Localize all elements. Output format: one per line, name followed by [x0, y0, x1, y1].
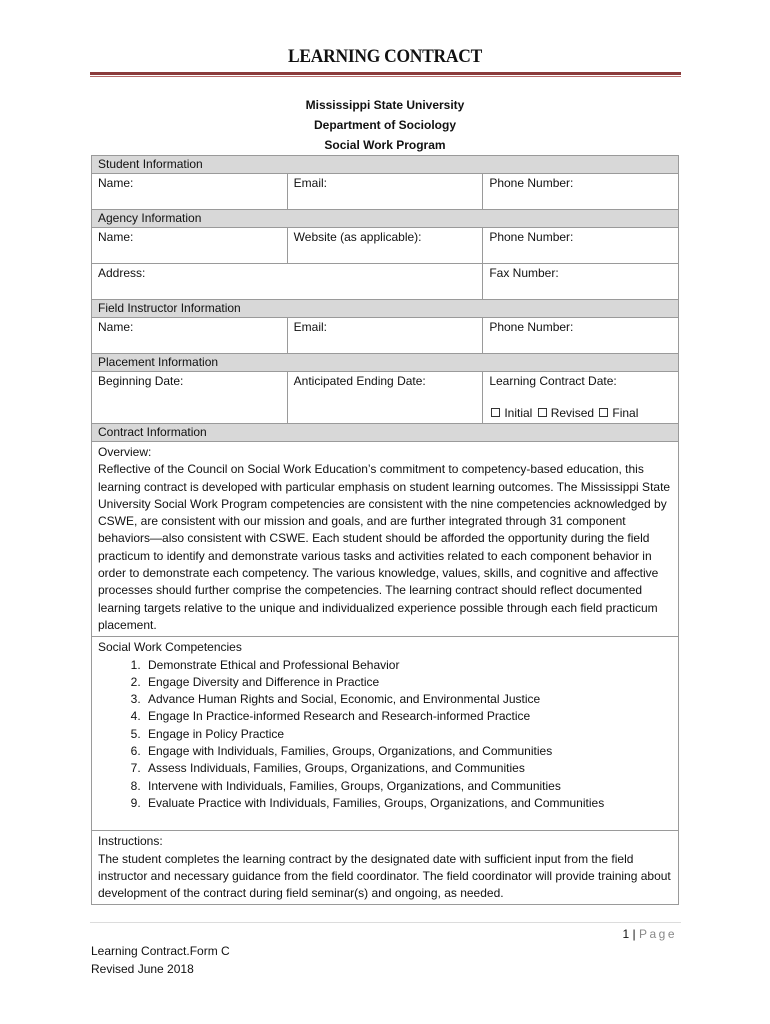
initial-checkbox[interactable] — [491, 408, 500, 417]
title-rule — [90, 72, 681, 75]
learning-contract-form — [91, 155, 679, 905]
instructor-name-field[interactable]: Name: — [92, 318, 288, 354]
contract-date-field[interactable] — [483, 372, 679, 424]
final-checkbox[interactable] — [599, 408, 608, 417]
revised-date: Revised June 2018 — [91, 962, 194, 976]
list-item: 2. Engage Diversity and Difference in Practice — [144, 674, 672, 691]
page-separator: | — [632, 927, 636, 941]
list-item: 8. Intervene with Individuals, Families, Groups, Organizations, and Communities — [144, 778, 672, 795]
department-name: Department of Sociology — [313, 118, 456, 132]
competencies-cell — [92, 637, 679, 831]
list-item: 4. Engage In Practice-informed Research and Research-informed Practice — [144, 708, 672, 725]
title-rule-thin — [90, 76, 681, 77]
overview-text: Reflective of the Council on Social Work Education’s commitment to competency-based education, this learning contract is developed with particular emphasis on student learning outcomes. The Mississippi State University Social Work Program competencies are consistent with the nine competencies acknowledged by CSWE, are consistent with our mission and goals, and are further integrated through 31 component behaviors—also consistent with CSWE. Each student should be afforded the opportunity during the field practicum to identify and demonstrate various tasks and activities related to each component behavior in order to demonstrate each competency. The various knowledge, values, skills, and cognitive and affective processes should further comprise the competencies. The learning contract should reflect documented learning targets relative to the unique and individualized experience possible through each field practicum placement. — [98, 462, 671, 632]
ending-date-field[interactable]: Anticipated Ending Date: — [287, 372, 483, 424]
instructions-label: Instructions: — [98, 834, 163, 849]
agency-phone-field[interactable]: Phone Number: — [483, 228, 679, 264]
overview-label: Overview: — [98, 445, 152, 459]
student-name-field[interactable]: Name: — [92, 174, 288, 210]
field-instructor-section-header: Field Instructor Information — [92, 300, 679, 318]
competencies-list — [98, 657, 672, 813]
instructions-cell — [92, 831, 679, 905]
instructor-phone-field[interactable]: Phone Number: — [483, 318, 679, 354]
list-item: 9. Evaluate Practice with Individuals, Families, Groups, Organizations, and Communities — [144, 795, 672, 812]
revised-checkbox[interactable] — [538, 408, 547, 417]
student-phone-field[interactable]: Phone Number: — [483, 174, 679, 210]
agency-name-field[interactable]: Name: — [92, 228, 288, 264]
document-title: LEARNING CONTRACT — [288, 46, 482, 67]
page-number-value: 1 — [622, 927, 630, 941]
placement-section-header: Placement Information — [92, 354, 679, 372]
agency-website-field[interactable]: Website (as applicable): — [287, 228, 483, 264]
contract-section-header: Contract Information — [92, 424, 679, 442]
agency-fax-field[interactable]: Fax Number: — [483, 264, 679, 300]
list-item: 6. Engage with Individuals, Families, Groups, Organizations, and Communities — [144, 743, 672, 760]
student-section-header: Student Information — [92, 156, 679, 174]
revised-label: Revised — [550, 406, 595, 420]
agency-address-field[interactable]: Address: — [92, 264, 483, 300]
student-email-field[interactable]: Email: — [287, 174, 483, 210]
overview-cell — [92, 442, 679, 637]
competencies-label: Social Work Competencies — [98, 640, 242, 655]
program-name: Social Work Program — [324, 138, 446, 152]
instructions-text: The student completes the learning contract by the designated date with sufficient input from the field instructor and necessary guidance from the field coordinator. The field coordinator will provide training about development of the contract during field seminar(s) and ongoing, as needed. — [98, 851, 671, 901]
agency-section-header: Agency Information — [92, 210, 679, 228]
form-name: Learning Contract.Form C — [91, 944, 230, 958]
contract-type-options — [489, 406, 672, 420]
final-label: Final — [612, 406, 639, 420]
list-item: 7. Assess Individuals, Families, Groups, Organizations, and Communities — [144, 760, 672, 777]
page-label: Page — [638, 927, 677, 941]
initial-label: Initial — [504, 406, 533, 420]
contract-date-label: Learning Contract Date: — [489, 374, 617, 388]
instructor-email-field[interactable]: Email: — [287, 318, 483, 354]
footer-divider — [90, 922, 681, 923]
list-item: 3. Advance Human Rights and Social, Economic, and Environmental Justice — [144, 691, 672, 708]
page-number — [622, 927, 677, 941]
list-item: 1. Demonstrate Ethical and Professional Behavior — [144, 657, 672, 674]
beginning-date-field[interactable]: Beginning Date: — [92, 372, 288, 424]
university-name: Mississippi State University — [305, 98, 465, 112]
list-item: 5. Engage in Policy Practice — [144, 726, 672, 743]
